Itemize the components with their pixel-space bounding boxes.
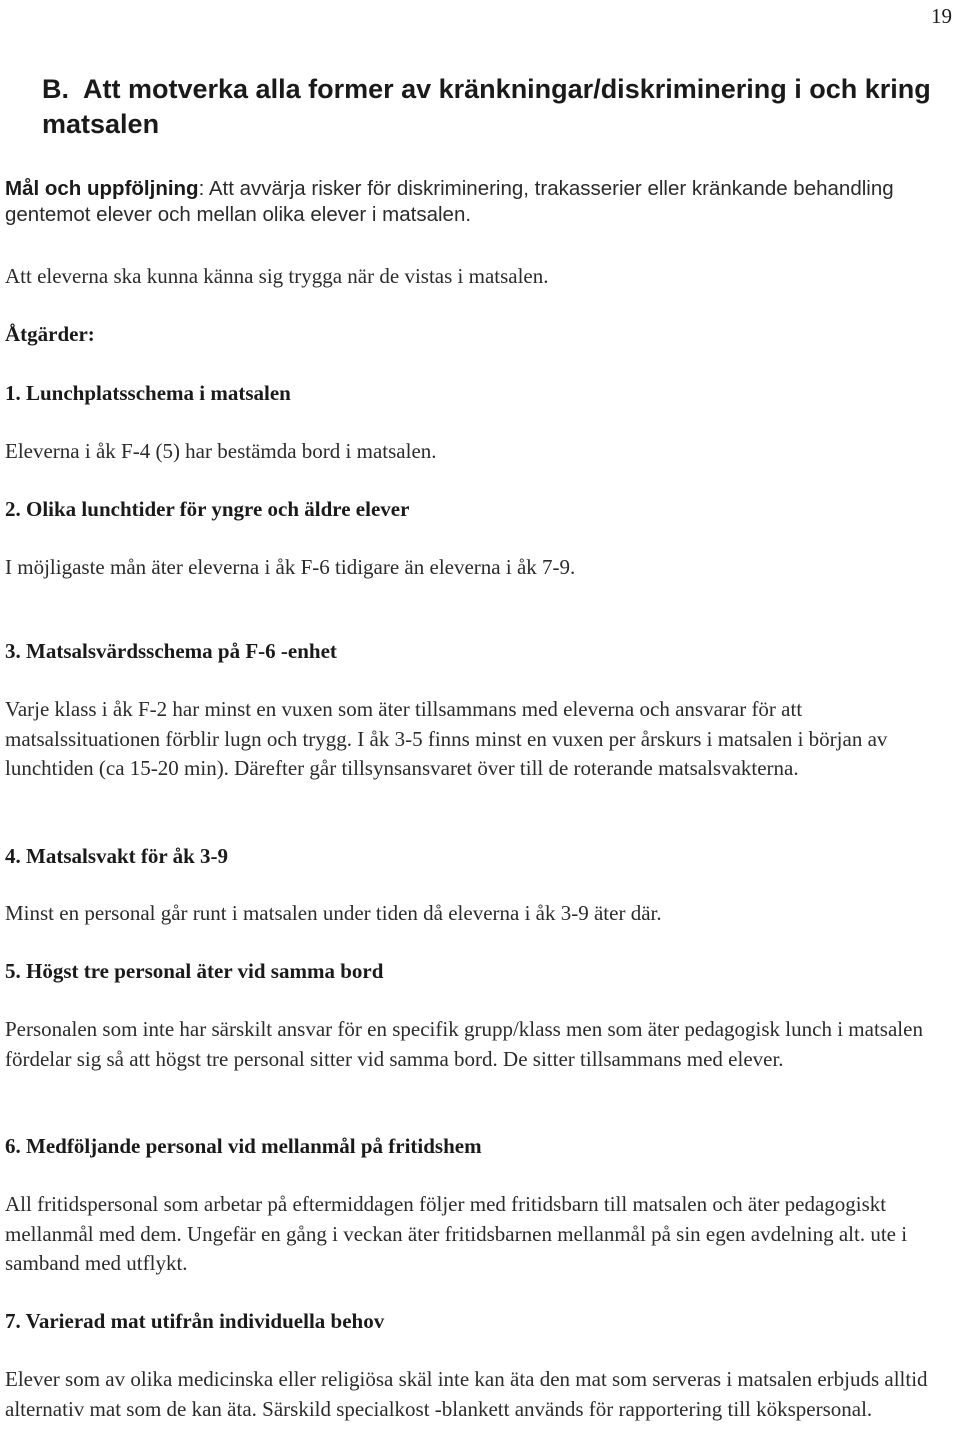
page-number: 19	[931, 4, 952, 28]
section-heading	[42, 72, 942, 142]
measure-body-3: Varje klass i åk F-2 har minst en vuxen som äter tillsammans med eleverna och ansvarar för att matsalssituationen förblir lugn och trygg. I åk 3-5 finns minst en vuxen per årskurs i matsalen i början av lunchtiden (ca 15-20 min). Därefter går tillsynsansvaret över till de roterande matsalsvakterna.	[5, 697, 888, 780]
measures-label	[5, 320, 950, 350]
measure-title-1: 1. Lunchplatsschema i matsalen	[5, 381, 291, 405]
measure-title-7: 7. Varierad mat utifrån individuella behov	[5, 1309, 385, 1333]
measures-label-text: Åtgärder:	[5, 322, 95, 346]
measure-body-5: Personalen som inte har särskilt ansvar för en specifik grupp/klass men som äter pedagogisk lunch i matsalen fördelar sig så att högst tre personal sitter vid samma bord. De sitter tillsammans med elever.	[5, 1017, 923, 1071]
measure-title-4: 4. Matsalsvakt för åk 3-9	[5, 844, 229, 868]
measure-body-7: Elever som av olika medicinska eller religiösa skäl inte kan äta den mat som serveras i matsalen erbjuds alltid alternativ mat som de kan äta. Särskild specialkost -blankett används för rapportering till kökspersonal.	[5, 1367, 928, 1421]
measure-title-3: 3. Matsalsvärdsschema på F-6 -enhet	[5, 639, 337, 663]
goal-text: Att avvärja risker för diskriminering, trakasserier eller kränkande behandling gentemot elever och mellan olika elever i matsalen.	[5, 177, 894, 226]
measure-body-6: All fritidspersonal som arbetar på eftermiddagen följer med fritidsbarn till matsalen och äter pedagogiskt mellanmål med dem. Ungefär en gång i veckan äter fritidsbarnen mellanmål på sin egen avdelning alt. ute i samband med utflykt.	[5, 1192, 908, 1275]
measure-body-4: Minst en personal går runt i matsalen under tiden då eleverna i åk 3-9 äter där.	[5, 901, 662, 925]
measure-title-6: 6. Medföljande personal vid mellanmål på fritidshem	[5, 1134, 482, 1158]
measure-body-2: I möjligaste mån äter eleverna i åk F-6 tidigare än eleverna i åk 7-9.	[5, 555, 576, 579]
goal-label: Mål och uppföljning	[5, 177, 199, 200]
goal-paragraph	[5, 176, 950, 228]
measure-title-2: 2. Olika lunchtider för yngre och äldre elever	[5, 497, 410, 521]
goal-second-paragraph: Att eleverna ska kunna känna sig trygga när de vistas i matsalen.	[5, 264, 549, 288]
section-heading-text: Att motverka alla former av kränkningar/diskriminering i och kring matsalen	[42, 74, 931, 139]
measure-title-5: 5. Högst tre personal äter vid samma bord	[5, 959, 384, 983]
measure-body-1: Eleverna i åk F-4 (5) har bestämda bord i matsalen.	[5, 439, 437, 463]
goal-colon: :	[198, 177, 205, 200]
section-letter: B.	[42, 74, 69, 104]
